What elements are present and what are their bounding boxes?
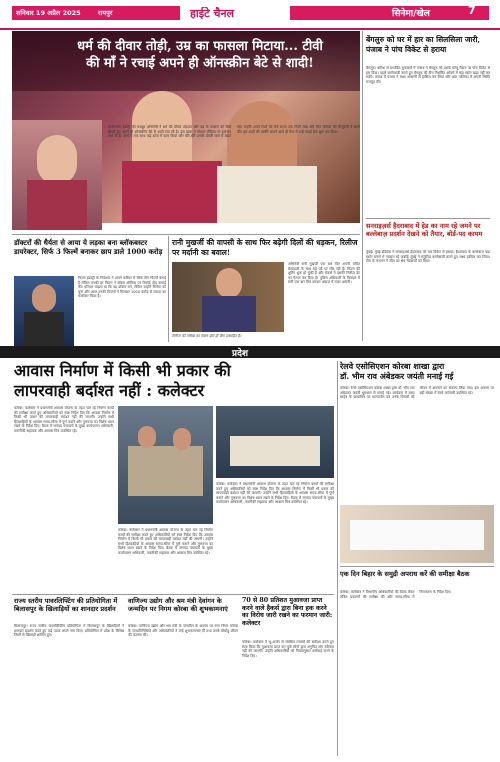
sub4-body: कोरबा। कलेक्टर ने विभागीय अधिकारियों की बैठक लेकर लंबित प्रकरणों की समीक्षा की और समय-सीमा में निराकरण के निर्देश दिए।: [340, 590, 452, 599]
right-story1-headline: बेंगलुरु को घर में हार का सिलसिला जारी, पंजाब ने पांच विकेट से हराया: [366, 35, 481, 54]
right-story2-headline: सनराइज़र्स हैदराबाद में हेड का नाम रहे जमने पर बल्लेबाज़ प्रदर्शन देखने को तैयार, बोर्ड-पद कायम: [366, 222, 483, 238]
right-bottom-headline: [340, 361, 494, 381]
main-body-continued: कोरबा। कलेक्टर ने प्रधानमंत्री आवास योजना के तहत चल रहे निर्माण कार्यों की समीक्षा करते हुए अधिकारियों को स्पष्ट निर्देश दिए कि आवास निर्माण में किसी भी प्रकार की लापरवाही बर्दाश्त नहीं की जाएगी। उन्होंने सभी हितग्राहियों के आवास समय-सीमा में पूर्ण कराने और गुणवत्ता का विशेष ध्यान रखने के निर्देश दिए। बैठक में जनपद पंचायतों के मुख्य कार्यपालन अधिकारी, तकनीकी सहायक और आवास मित्र उपस्थित रहे।: [118, 528, 213, 555]
right-headline-line1: रेलवे एसोसिएशन कोरबा शाखा द्वारा: [340, 361, 445, 371]
left-story-body: फिल्म इंडस्ट्री के निर्देशक ने अपने करियर में सिर्फ तीन फिल्में बनाई हैं लेकिन उनकी हर फिल्म ने बॉक्स ऑफिस पर रिकॉर्ड तोड़ कमाई की। परिवार चाहता था कि वह डॉक्टर बने, लेकिन उन्होंने सिनेमा को चुना और आज उनकी फिल्मों ने मिलकर 1000 करोड़ से ज्यादा का कारोबार किया है।: [78, 276, 166, 299]
right-headline-line2: डॉ. भीम राव अंबेडकर जयंती मनाई गई: [340, 371, 454, 381]
main-body-col3: कोरबा। कलेक्टर ने प्रधानमंत्री आवास योजना के तहत चल रहे निर्माण कार्यों की समीक्षा करते हुए अधिकारियों को स्पष्ट निर्देश दिए कि आवास निर्माण में किसी भी प्रकार की लापरवाही बर्दाश्त नहीं की जाएगी। उन्होंने सभी हितग्राहियों के आवास समय-सीमा में पूर्ण कराने और गुणवत्ता का विशेष ध्यान रखने के निर्देश दिए। बैठक में जनपद पंचायतों के मुख्य कार्यपालन अधिकारी, तकनीकी सहायक और आवास मित्र उपस्थित रहे।: [216, 482, 334, 505]
collector-meeting-photo: [118, 406, 213, 524]
issue-date: शनिवार 19 अप्रैल 2025: [16, 9, 81, 17]
masthead: [0, 0, 500, 30]
sub4-headline: एक दिन बिहार के समुद्री अपराध करें की समीक्षा बैठक: [340, 570, 470, 578]
top-headline-line1: धर्म की दीवार तोड़ी, उम्र का फासला मिटाया... टीवी: [77, 39, 323, 54]
paper-logo: हाईटे चैनल: [190, 7, 235, 20]
main-headline-line1: आवास निर्माण में किसी भी प्रकार की: [14, 361, 231, 380]
middle-story-headline: रानी मुखर्जी की वापसी के साथ फिर बढ़ेगी दिलों की धड़कन, रिलीज पर मर्दानी का बवाल!: [172, 238, 358, 257]
page-number: 7: [468, 4, 476, 17]
left-inset-photo: [12, 120, 102, 230]
top-story-body: एंटरटेनमेंट इंडस्ट्री की मशहूर अभिनेत्री ने धर्म की दीवार तोड़कर और उम्र के फासले को पीछे छोड़ते हुए अपने ही ऑनस्क्रीन बेटे से शादी रचा ली है। इस खबर ने सोशल मीडिया पर हलचल मचा दी है। दोनों ने एक साथ कई शोज़ में काम किया और धीरे-धीरे उनकी दोस्ती प्यार में बदल गई। उन्होंने अपने रिश्ते को लंबे समय तक निजी रखा और फिर परिवार की मौजूदगी में शादी की। इस शादी की तस्वीरें सामने आते ही फैंस ने उन्हें बधाई देना शुरू कर दिया।: [108, 125, 360, 139]
sub2-body: कोरबा। वाणिज्य उद्योग और श्रम मंत्री के जन्मदिन के अवसर पर नगर निगम कोरबा के जनप्रतिनिधियों और अधिकारियों ने उन्हें शुभकामनाएं दीं तथा उनके दीर्घायु जीवन की कामना की।: [128, 624, 238, 638]
sub3-headline: 70 से 80 प्रतिशत मुआवजा प्राप्त करने वाले हैकर्स द्वारा बिना हक करने का विरोध जारी रखने का फरमान जारी: कलेक्टर: [242, 597, 333, 627]
top-story-headline: [40, 38, 360, 72]
right-bottom-body: कोरबा। रेलवे एसोसिएशन कोरबा शाखा द्वारा डॉ. भीम राव अंबेडकर जयंती धूमधाम से मनाई गई। कार्यक्रम में बाबा साहेब के छायाचित्र पर माल्यार्पण कर उनके विचारों को जीवन में अपनाने का संकल्प लिया गया। इस अवसर पर बड़ी संख्या में रेलवे कर्मचारी उपस्थित रहे।: [340, 386, 494, 400]
top-headline-line2: की माँ ने रचाई अपने ही ऑनस्क्रीन बेटे से शादी!: [86, 56, 314, 71]
rani-photo: [172, 262, 284, 332]
right-story2-body: मुंबई। मुंबई इंडियंस ने सनराइज़र्स हैदराबाद को चार विकेट से हराया। हैदराबाद के बल्लेबाज़ बड़ा स्कोर बनाने में नाकाम रहे जबकि मुंबई ने संतुलित बल्लेबाज़ी करते हुए लक्ष्य हासिल कर लिया। टीम के कप्तान ने जीत का श्रेय गेंदबाजों को दिया।: [366, 250, 490, 264]
director-photo: [14, 276, 74, 346]
middle-story-body: अभिनेत्री रानी मुखर्जी एक बार फिर अपनी चर्चित फ्रेंचाइज़ी के साथ बड़े पर्दे पर लौट रही हैं। फिल्म की शूटिंग शुरू हो चुकी है और मेकर्स ने इसकी रिलीज़ डेट का ऐलान कर दिया है। पुलिस अधिकारी के किरदार में रानी एक बार फिर दमदार अंदाज़ में नज़र आएंगी।: [288, 262, 360, 285]
bottom-main-body: कोरबा। कलेक्टर ने प्रधानमंत्री आवास योजना के तहत चल रहे निर्माण कार्यों की समीक्षा करते हुए अधिकारियों को स्पष्ट निर्देश दिए कि आवास निर्माण में किसी भी प्रकार की लापरवाही बर्दाश्त नहीं की जाएगी। उन्होंने सभी हितग्राहियों के आवास समय-सीमा में पूर्ण कराने और गुणवत्ता का विशेष ध्यान रखने के निर्देश दिए। बैठक में जनपद पंचायतों के मुख्य कार्यपालन अधिकारी, तकनीकी सहायक और आवास मित्र उपस्थित रहे।: [14, 406, 114, 433]
sub3-body: कोरबा। कलेक्टर ने भू-अर्जन से संबंधित मामलों की समीक्षा करते हुए स्पष्ट किया कि मुआवजा प्राप्त कर चुके लोगों द्वारा अनुचित मांग स्वीकार नहीं की जाएगी। उन्होंने अधिकारियों को नियमानुसार कार्रवाई करने के निर्देश दिए।: [242, 640, 334, 658]
bottom-main-headline: [14, 361, 334, 401]
sub2-headline: वाणिज्य उद्योग और श्रम मंत्री देवांगन के जन्मदिन पर निगम कोरबा की शुभकामनाएं: [128, 597, 228, 613]
section-band: [0, 346, 500, 358]
sub1-body: बिलासपुर। राज्य स्तरीय पावरलिफ्टिंग प्रतियोगिता में बिलासपुर के खिलाड़ियों ने शानदार प्रदर्शन करते हुए कई पदक अपने नाम किए। प्रतियोगिता में प्रदेश के विभिन्न जिलों से खिलाड़ी शामिल हुए।: [14, 624, 124, 638]
city-name: रायपुर: [98, 9, 113, 17]
sub1-headline: राज्य स्तरीय पावरलिफ्टिंग की प्रतियोगिता में बिलासपुर के खिलाड़ियों का शानदार प्रदर्शन: [14, 597, 118, 613]
section-label: प्रदेश: [232, 349, 249, 359]
right-story1-body: बेंगलुरु। बारिश से प्रभावित मुकाबले में पंजाब ने बेंगलुरु को उसके घरेलू मैदान पर पांच विकेट से हरा दिया। पहले बल्लेबाजी करते हुए बेंगलुरु की टीम निर्धारित ओवरों में बड़ा स्कोर खड़ा नहीं कर सकी। जवाब में पंजाब ने लक्ष्य आसानी से हासिल कर लिया और अंक तालिका में अपनी स्थिति मजबूत की।: [366, 66, 490, 84]
officials-photo: [216, 406, 334, 478]
section-title: सिनेमा/खेल: [392, 9, 430, 19]
ambedkar-event-photo: [340, 505, 494, 563]
main-headline-line2: लापरवाही बर्दाश्त नहीं : कलेक्टर: [14, 381, 205, 400]
left-story-headline: डॉक्टरों की धैर्यता से आया ये लड़का बना ब्लॉकबस्टर डायरेक्टर, सिर्फ 3 फिल्में बनाकर छाप डाले 1000 करोड़: [14, 238, 163, 256]
middle-story-caption: रिलीज की तारीख का ऐलान होते ही फैंस उत्साहित हैं।: [172, 334, 242, 338]
